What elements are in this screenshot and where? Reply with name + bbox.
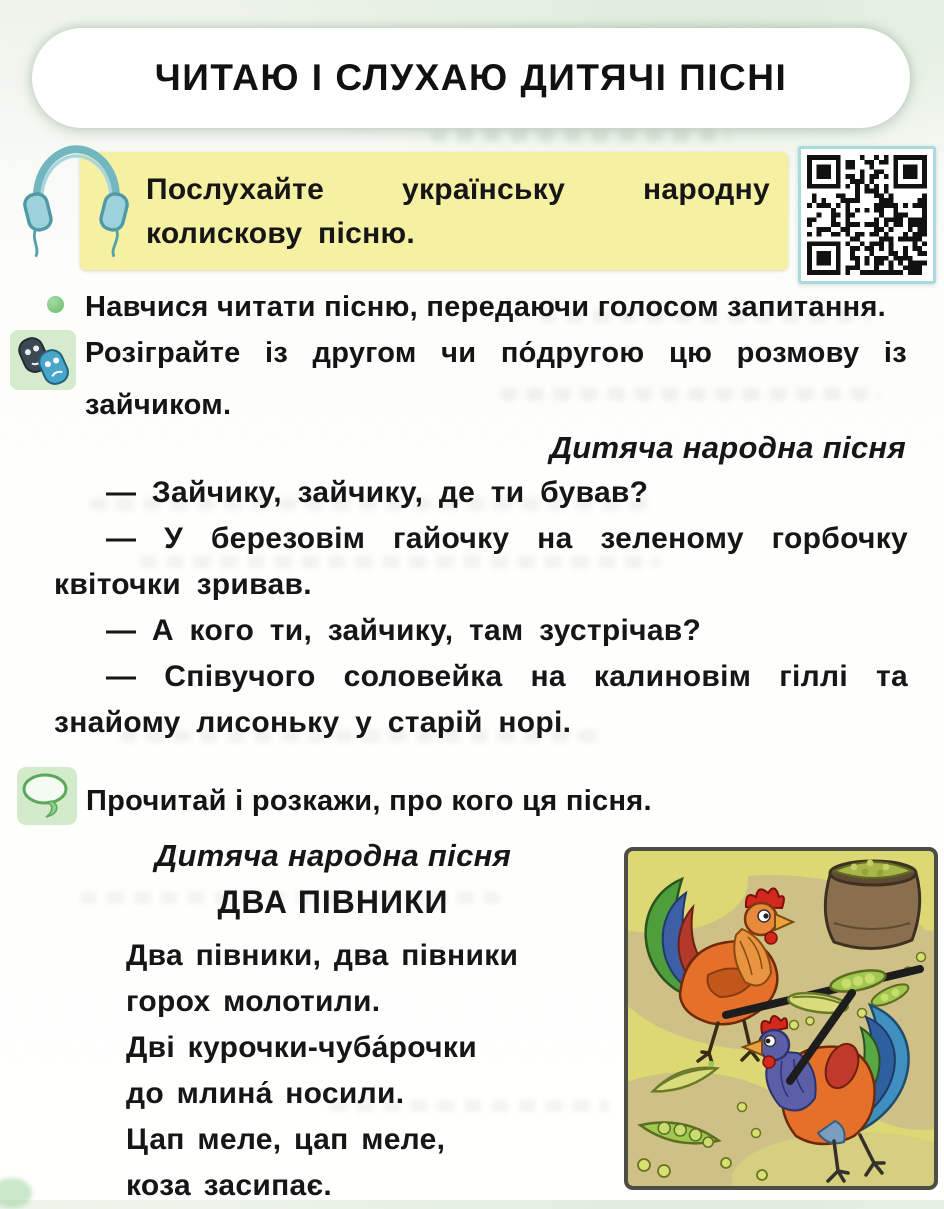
song1-genre-label: Дитяча народна пісня [549,430,906,465]
poem-line: до млина́ носили. [126,1077,405,1110]
dialogue-line: — А кого ти, зайчику, там зустрічав? [106,614,702,647]
song1-dialogue [54,470,908,746]
roleplay-task-text: Розіграйте із другом чи по́другою цю розмову із зайчиком. [85,337,907,421]
dialogue-line: — Співучого соловейка на калиновім гіллі та знайому лисоньку у старій норі. [54,660,908,739]
practice-task-text: Навчися читати пісню, передаючи голосом запитання. [85,291,887,323]
theater-masks-icon [8,326,80,394]
page-title-pill [32,28,910,128]
poem-line: Дві курочки-чуба́рочки [126,1031,477,1064]
song2-block [96,838,570,1209]
retell-task-text: Прочитай і розкажи, про кого ця пісня. [86,785,652,817]
print-bleed-artifact [0,1178,32,1208]
dialogue-line: — У березовім гайочку на зеленому горбочку квіточки зривав. [54,522,908,601]
headphones-icon [20,138,132,260]
qr-code-pattern [807,155,927,275]
speech-bubble-icon [14,762,82,830]
two-roosters-illustration [622,845,940,1192]
qr-code [798,146,936,284]
poem-line: горох молотили. [126,985,381,1018]
listen-task-box [80,152,788,270]
listen-task-text: Послухайте українську народну колискову пісню. [146,173,770,250]
song2-poem [96,933,570,1209]
page-title: ЧИТАЮ І СЛУХАЮ ДИТЯЧІ ПІСНІ [154,57,788,98]
song2-genre-label: Дитяча народна пісня [154,838,512,873]
poem-line: коза засипає. [126,1169,333,1202]
poem-line: Цап меле, цап меле, [126,1123,446,1156]
song2-title: ДВА ПІВНИКИ [217,884,449,920]
print-bleed-artifact [430,130,730,142]
green-dot-bullet [47,296,64,313]
dialogue-line: — Зайчику, зайчику, де ти бував? [106,476,649,509]
poem-line: Два півники, два півники [126,939,519,972]
